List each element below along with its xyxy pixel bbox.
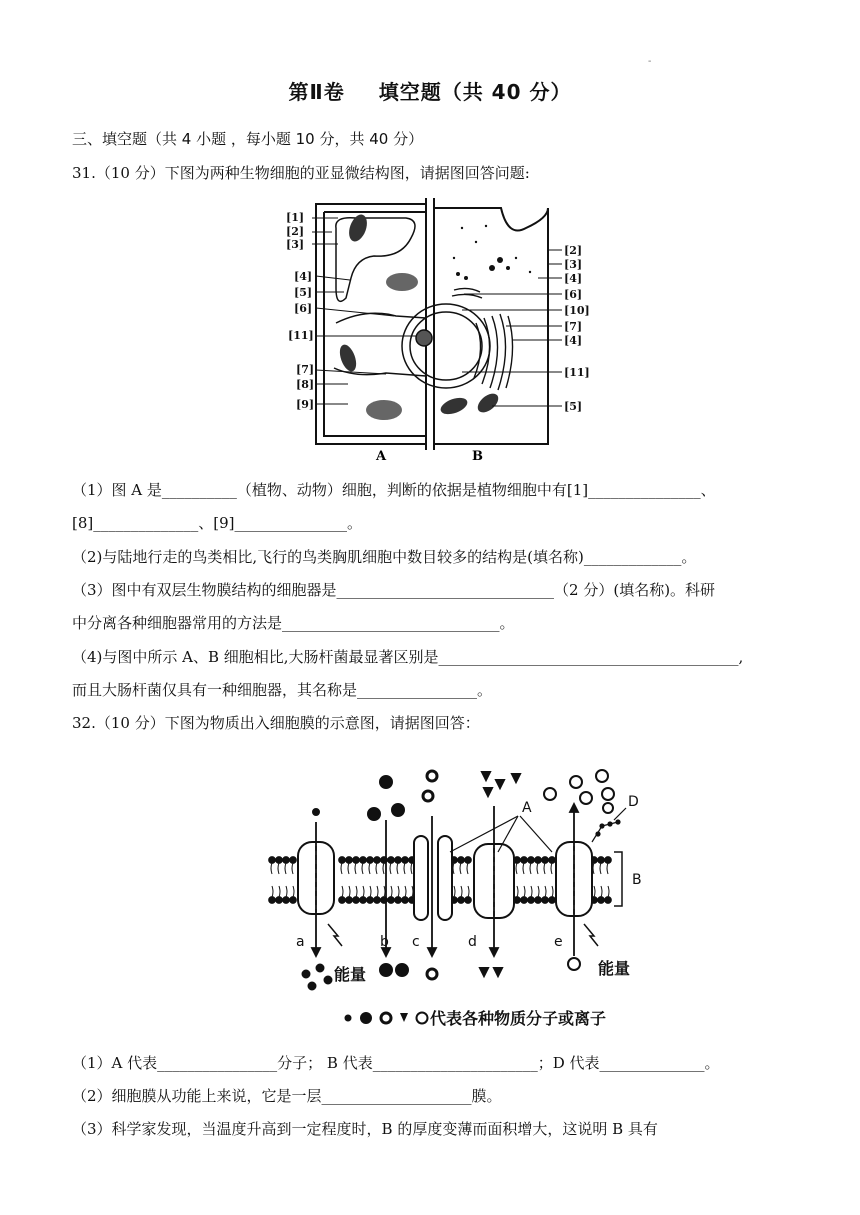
bracket-b [614, 852, 622, 906]
lipid-tail [537, 863, 538, 874]
lipid-tail [285, 863, 286, 874]
lipid-tail [460, 863, 461, 874]
label-b-transport: b [380, 934, 389, 950]
lipid-tail [286, 886, 287, 897]
lipid-tail [355, 863, 356, 874]
lipid-tail [370, 886, 371, 897]
lipid-head [395, 857, 401, 863]
lipid-head [549, 857, 555, 863]
label-left-1: [1] [286, 211, 305, 224]
lipid-tail [594, 886, 595, 897]
lipid-tail [531, 886, 532, 897]
caption-a: A [376, 449, 387, 464]
label-left-4: [4] [294, 270, 313, 283]
lipid-head [360, 857, 366, 863]
lipid-head [542, 897, 548, 903]
lipid-head [465, 857, 471, 863]
label-e-transport: e [554, 934, 563, 950]
lipid-tail [369, 863, 370, 874]
label-left-2: [2] [286, 225, 305, 238]
label-B: B [632, 872, 642, 888]
q32-stem: 32.（10 分）下图为物质出入细胞膜的示意图，请据图回答： [72, 714, 480, 732]
q31-part3-line1: （3）图中有双层生物膜结构的细胞器是_____________________________（2 分）(填名称)。科研 [72, 581, 716, 599]
lipid-tail [341, 863, 342, 874]
lipid-head [339, 897, 345, 903]
lipid-head [346, 897, 352, 903]
lipid-head [521, 897, 527, 903]
lipid-tail [516, 863, 517, 874]
title-part1: 第Ⅱ卷 [288, 80, 345, 104]
lipid-tail [468, 886, 469, 897]
label-a-lines [450, 816, 552, 852]
lipid-tail [348, 863, 349, 874]
label-left-5: [5] [294, 286, 313, 299]
lipid-tail [376, 863, 377, 874]
lipid-tail [278, 863, 279, 874]
lipid-tail [517, 886, 518, 897]
lipid-tail [397, 863, 398, 874]
lipid-head [367, 897, 373, 903]
label-D: D [628, 794, 639, 810]
lipid-tail [342, 886, 343, 897]
left-labels [286, 211, 314, 411]
lipid-head [458, 857, 464, 863]
label-right-10: [10] [564, 304, 590, 317]
lipid-head [276, 897, 282, 903]
lipid-head [346, 857, 352, 863]
lipid-tail [349, 886, 350, 897]
lipid-head [283, 897, 289, 903]
lipid-tail [593, 863, 594, 874]
q32-part2: （2）细胞膜从功能上来说，它是一层____________________膜。 [72, 1087, 502, 1105]
lipid-head [290, 857, 296, 863]
label-right-4: [4] [564, 272, 583, 285]
lipid-tail [544, 863, 545, 874]
label-a-transport: a [296, 934, 305, 950]
lipid-tail [383, 863, 384, 874]
lipid-head [360, 897, 366, 903]
legend [345, 1009, 607, 1028]
lipid-head [353, 857, 359, 863]
q31-part4-line1: （4)与图中所示 A、B 细胞相比,大肠杆菌最显著区别是________________________________________, [72, 648, 744, 666]
label-right-5: [5] [564, 400, 583, 413]
lipid-head [388, 897, 394, 903]
label-left-11: [11] [288, 329, 314, 342]
section-heading: 三、填空题（共 4 小题 ，每小题 10 分，共 40 分） [72, 130, 424, 148]
lipid-tail [391, 886, 392, 897]
carrier-proteins [298, 836, 592, 920]
lipid-head [605, 857, 611, 863]
q31-part2: （2)与陆地行走的鸟类相比,飞行的鸟类胸肌细胞中数目较多的结构是(填名称)_____________。 [72, 548, 697, 566]
lipid-tail [524, 886, 525, 897]
lipid-head [535, 857, 541, 863]
lipid-head [465, 897, 471, 903]
q32-part3: （3）科学家发现，当温度升高到一定程度时，B 的厚度变薄而面积增大，这说明 B 具有 [72, 1120, 658, 1138]
lipid-tail [538, 886, 539, 897]
q31-part3-line2: 中分离各种细胞器常用的方法是_____________________________。 [72, 614, 515, 632]
lipid-tail [272, 886, 273, 897]
caption-b: B [472, 449, 483, 464]
lipid-tail [384, 886, 385, 897]
q31-part1-line2: [8]______________、[9]_______________。 [72, 514, 362, 532]
lipid-tail [271, 863, 272, 874]
lipid-tail [545, 886, 546, 897]
lipid-head [388, 857, 394, 863]
energy-label-left: 能量 [334, 965, 367, 984]
lipid-head [535, 897, 541, 903]
lipid-tail [404, 863, 405, 874]
label-left-3: [3] [286, 238, 305, 251]
right-labels [564, 244, 590, 413]
lipid-head [269, 897, 275, 903]
q31-part1-line1: （1）图 A 是__________（植物、动物）细胞，判断的依据是植物细胞中有[1]_______________、 [72, 481, 716, 499]
lipid-head [549, 897, 555, 903]
label-right-7: [7] [564, 320, 583, 333]
ribosome-dots [453, 225, 531, 280]
title-part2: 填空题（共 40 分） [378, 80, 572, 104]
nucleus [402, 304, 490, 388]
membrane-diagram [262, 760, 662, 1035]
lipid-head [353, 897, 359, 903]
lipid-head [528, 857, 534, 863]
lipid-head [402, 857, 408, 863]
lipid-head [269, 857, 275, 863]
corner-mark: - [648, 56, 652, 67]
label-right-6: [6] [564, 288, 583, 301]
lipid-tail [601, 886, 602, 897]
lipid-head [374, 857, 380, 863]
lipid-tail [377, 886, 378, 897]
lipid-head [458, 897, 464, 903]
lipid-tail [412, 886, 413, 897]
label-right-11: [11] [564, 366, 590, 379]
mitochondria [438, 390, 501, 417]
lipid-tail [530, 863, 531, 874]
cell-diagram [286, 198, 606, 466]
lipid-tail [279, 886, 280, 897]
energy-label-right: 能量 [598, 959, 631, 978]
lipid-tail [356, 886, 357, 897]
lipid-tail [608, 886, 609, 897]
lipid-head [542, 857, 548, 863]
lipid-tail [600, 863, 601, 874]
lipid-tail [405, 886, 406, 897]
label-left-7: [7] [296, 363, 315, 376]
lipid-tail [523, 863, 524, 874]
leader-lines [312, 218, 562, 406]
lipid-tail [461, 886, 462, 897]
lipid-head [367, 857, 373, 863]
lipid-tail [292, 863, 293, 874]
lipid-head [374, 897, 380, 903]
lipid-tail [390, 863, 391, 874]
lipid-head [598, 857, 604, 863]
label-right-4b: [4] [564, 334, 583, 347]
lipid-tail [551, 863, 552, 874]
lipid-head [598, 897, 604, 903]
label-A: A [522, 800, 532, 816]
lipid-tail [454, 886, 455, 897]
q32-part1: （1）A 代表________________分子； B 代表______________________；D 代表______________。 [72, 1054, 720, 1072]
lipid-head [290, 897, 296, 903]
lipid-tail [398, 886, 399, 897]
lipid-head [402, 897, 408, 903]
divider-lines [426, 198, 434, 450]
label-c-transport: c [412, 934, 420, 950]
lipid-tail [453, 863, 454, 874]
lipid-tail [467, 863, 468, 874]
label-right-3: [3] [564, 258, 583, 271]
lipid-head [339, 857, 345, 863]
legend-text: 代表各种物质分子或离子 [430, 1009, 607, 1028]
label-left-6: [6] [294, 302, 313, 315]
label-d-transport: d [468, 934, 477, 950]
lipid-tail [607, 863, 608, 874]
page-title [0, 76, 860, 105]
q31-part4-line2: 而且大肠杆菌仅具有一种细胞器，其名称是________________。 [72, 681, 493, 699]
lipid-head [395, 897, 401, 903]
label-left-9: [9] [296, 398, 315, 411]
label-left-8: [8] [296, 378, 315, 391]
label-right-2: [2] [564, 244, 583, 257]
lipid-head [521, 857, 527, 863]
q31-stem: 31.（10 分）下图为两种生物细胞的亚显微结构图，请据图回答问题: [72, 164, 530, 182]
lipid-head [605, 897, 611, 903]
lipid-tail [362, 863, 363, 874]
lipid-tail [293, 886, 294, 897]
lipid-tail [411, 863, 412, 874]
lipid-head [283, 857, 289, 863]
endoplasmic-reticulum [452, 288, 513, 390]
lipid-head [528, 897, 534, 903]
lipid-head [276, 857, 282, 863]
lipid-tail [363, 886, 364, 897]
lipid-tail [552, 886, 553, 897]
